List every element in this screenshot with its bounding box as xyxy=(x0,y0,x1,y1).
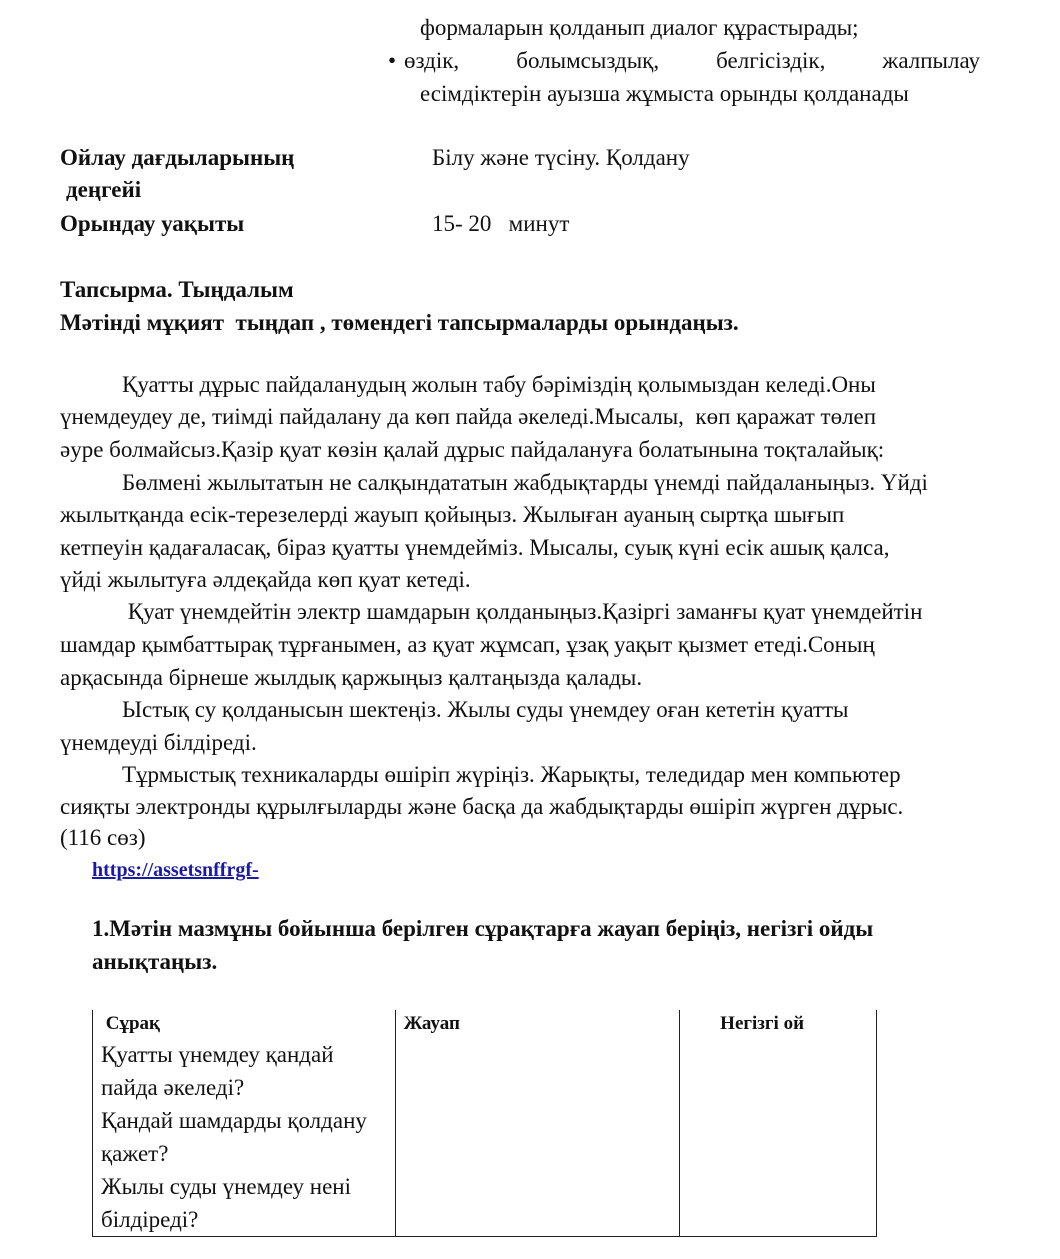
text-line: әуре болмайсыз.Қазір қуат көзін қалай дұрыс пайдалануға болатынына тоқталайық: xyxy=(60,437,885,462)
answer-cell[interactable] xyxy=(395,1104,680,1170)
main-idea-cell[interactable] xyxy=(680,1038,877,1104)
source-link[interactable]: https://assetsnffrgf- xyxy=(92,859,259,881)
text-line: арқасында бірнеше жылдық қаржыңыз қалтаңызда қалады. xyxy=(60,665,643,690)
text-line: (116 сөз) xyxy=(60,825,146,850)
text-line: сияқты электронды құрылғыларды және басқа да жабдықтарды өшіріп жүрген дұрыс. xyxy=(60,794,904,819)
bullet-marker: • xyxy=(388,48,397,73)
text-line: кетпеуін қадағаласақ, біраз қуатты үнемдейміз. Мысалы, суық күні есік ашық қалса, xyxy=(60,535,890,560)
answer-cell[interactable] xyxy=(395,1038,680,1104)
header-answer: Жауап xyxy=(395,1010,680,1038)
text-line: үнемдеудеу де, тиімді пайдалану да көп пайда әкеледі.Мысалы, көп қаражат төлеп xyxy=(60,404,877,429)
text-line: Тұрмыстық техникаларды өшіріп жүріңіз. Жарықты, теледидар мен компьютер xyxy=(122,762,901,787)
text-line: Ыстық су қолданысын шектеңіз. Жылы суды үнемдеу оған кететін қуатты xyxy=(122,697,849,722)
table-row xyxy=(93,1170,877,1237)
table-row xyxy=(93,1038,877,1104)
question-cell: Қуатты үнемдеу қандай пайда әкеледі? xyxy=(93,1038,396,1104)
question-heading: 1.Мәтін мазмұны бойынша берілген сұрақтарға жауап беріңіз, негізгі ойды xyxy=(92,916,874,941)
objective-line: формаларын қолданып диалог құрастырады; xyxy=(420,15,859,40)
time-value: 15- 20 минут xyxy=(432,211,570,236)
header-question: Сұрақ xyxy=(93,1010,396,1038)
text-line: Қуатты дұрыс пайдаланудың жолын табу бәріміздің қолымыздан келеді.Оны xyxy=(122,372,876,397)
thinking-level-label-cont: деңгейі xyxy=(66,177,142,202)
time-label: Орындау уақыты xyxy=(60,211,245,236)
objective-line: есімдіктерін ауызша жұмыста орынды қолданады xyxy=(420,81,909,106)
question-heading-cont: анықтаңыз. xyxy=(92,949,218,974)
thinking-level-value: Білу және түсіну. Қолдану xyxy=(432,145,690,170)
text-line: Қуат үнемдейтін электр шамдарын қолданыңыз.Қазіргі заманғы қуат үнемдейтін xyxy=(122,599,923,624)
text-line: шамдар қымбаттырақ тұрғанымен, аз қуат жұмсап, ұзақ уақыт қызмет етеді.Соның xyxy=(60,632,875,657)
text-line: Бөлмені жылытатын не салқындататын жабдықтарды үнемді пайдаланыңыз. Үйді xyxy=(122,470,928,495)
answer-table xyxy=(92,1010,877,1237)
text-line: жылытқанда есік-терезелерді жауып қойыңыз. Жылыған ауаның сыртқа шығып xyxy=(60,502,845,527)
question-cell: Қандай шамдарды қолдану қажет? xyxy=(93,1104,396,1170)
text-line: үнемдеуді білдіреді. xyxy=(60,730,257,755)
header-main-idea: Негізгі ой xyxy=(680,1010,877,1038)
objective-bullet-text: өздік, болымсыздық, белгісіздік, жалпылау xyxy=(404,48,980,73)
task-title: Тапсырма. Тыңдалым xyxy=(60,277,294,302)
text-line: үйді жылытуға әлдеқайда көп қуат кетеді. xyxy=(60,567,471,592)
task-instruction: Мәтінді мұқият тыңдап , төмендегі тапсырмаларды орындаңыз. xyxy=(60,310,739,335)
answer-cell[interactable] xyxy=(395,1170,680,1237)
table-header-row xyxy=(93,1010,877,1038)
thinking-level-label: Ойлау дағдыларының xyxy=(60,145,295,170)
main-idea-cell[interactable] xyxy=(680,1104,877,1170)
question-cell: Жылы суды үнемдеу нені білдіреді? xyxy=(93,1170,396,1237)
main-idea-cell[interactable] xyxy=(680,1170,877,1237)
table-row xyxy=(93,1104,877,1170)
